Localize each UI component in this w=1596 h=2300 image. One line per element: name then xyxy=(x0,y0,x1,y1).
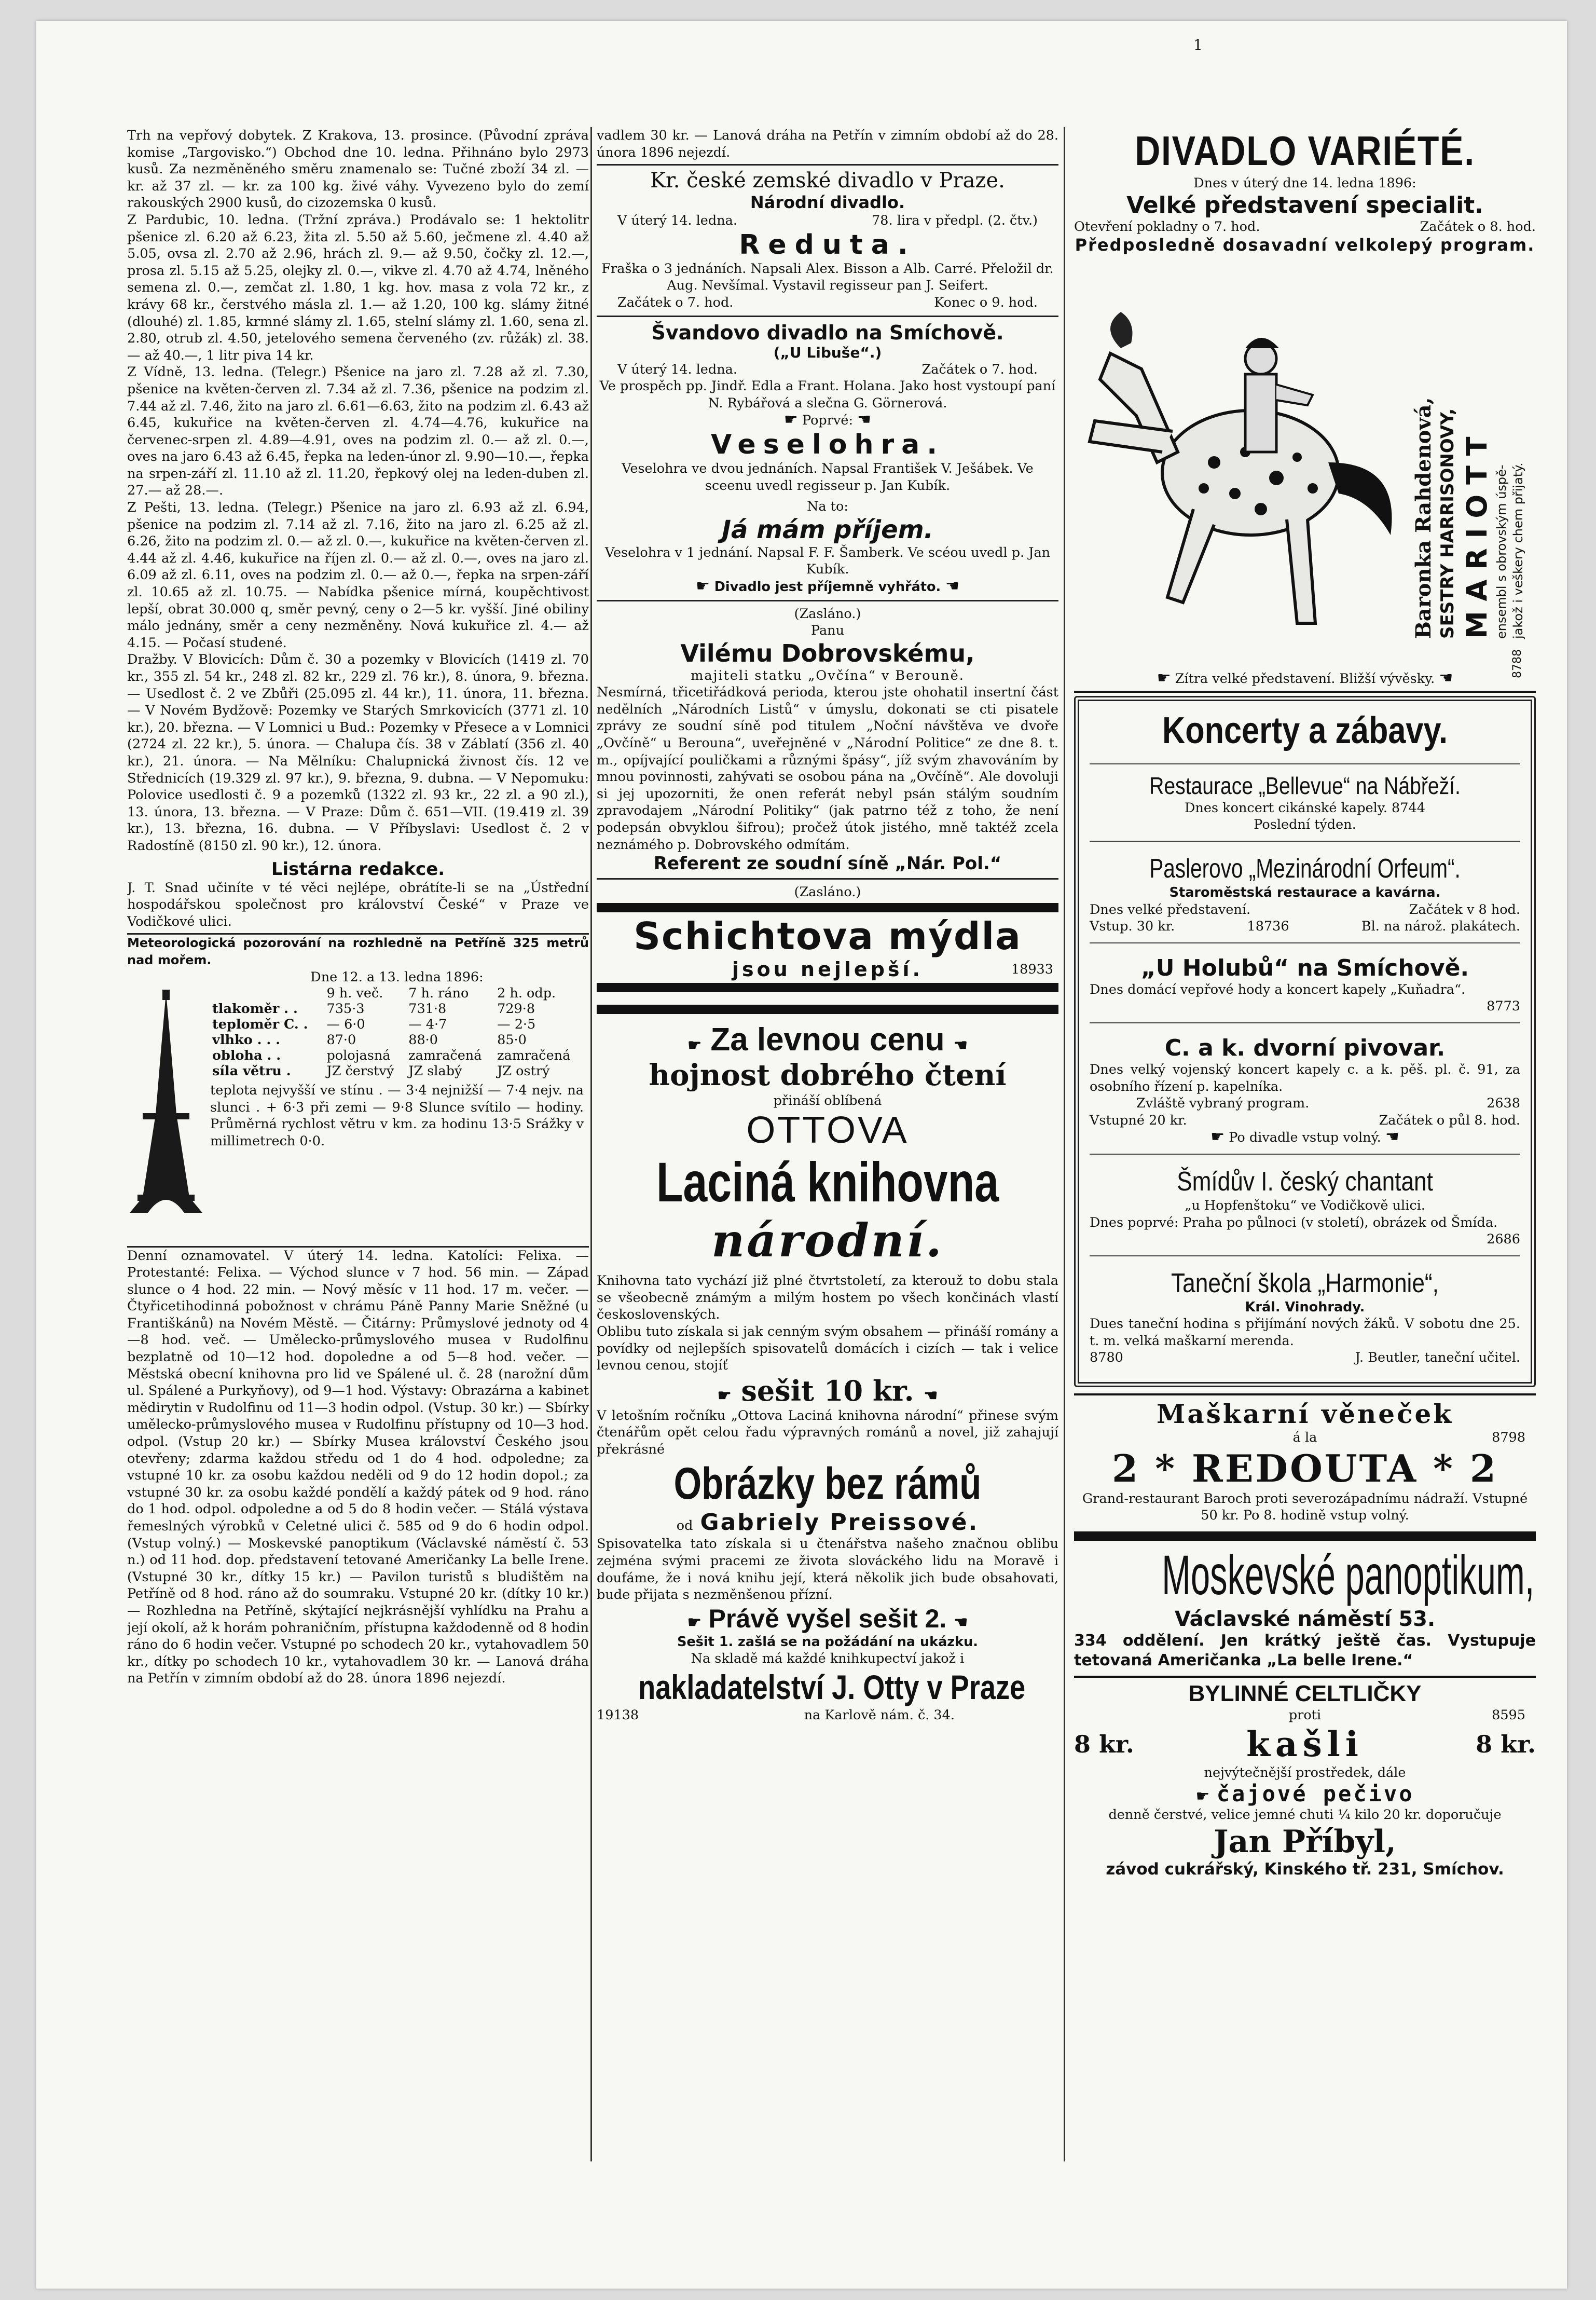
article-denni-oznamovatel: Denní oznamovatel. V úterý 14. ledna. Katolíci: Felixa. — Protestanté: Felixa. — Východ slunce v 7 hod. 56 min. — Západ slunce o 4 hod. 22 min. — Nový měsíc v 11 hod. 17 m. večer. — Čtyřicetihodinná pobožnost v chrámu Páně Panny Marie Sněžné (u Františkánů) na Novém Městě. — Čitárny: Průmyslové jednoty od 4—8 hod. več. — Umělecko-průmyslového musea v Rudolfinu bezplatně od 10—12 hod. dopoledne a od 5—8 hod. večer. — Městská obecní knihovna pro lid ve Spálené ul. č. 28 (narožní dům ul. Spálené a Purkyňovy), od 9—1 hod. Výstavy: Obrazárna a kabinet mědirytin v Rudolfinu od 11—3 hodin odpol. (Vstup. 30 kr.) — Sbírky umělecko-průmyslového musea v Rudolfinu přístupny od 10—3 hod. odpol. (Vstup 20 kr.) — Sbírky Musea království Českého jsou otevřeny; zdarma každou středu od 1 do 4 hod. odpoledne; za vstupné 10 kr. za osobu každou neděli od 9 do 12 hodin dopol.; za vstupné 30 kr. za osobu každé pondělí a každý pátek od 9 hod. ráno do 1 hod. odpol. odpoledne a od 5 do 8 hodin večer. — Stálá výstava řemeslných výrobků v Celetné ulici č. 585 od 9 do 6 hodin odpol. (Vstup volný.) — Moskevské panoptikum (Václavské náměstí č. 53 n.) od 11 hod. dop. představení tetované Američanky La belle Irene. (Vstupné 30 kr., dítky 15 kr.) — Pavilon turistů s bludištěm na Petříně od 8 hod. ráno až do soumraku. Vstupné 20 kr. (dítky 10 kr.) — Rozhledna na Petříně, skýtající nejkrásnější vyhlídku na Prahu a její okolí, až k horám pohraničním, přístupna každodenně od 8 hodin ráno do 6 hodin večer. Vstupné po schodech 20 kr., vytahovadlem 50 kr., dítky po schodech 10 kr., vytahovadlem 30 kr. — Lanová dráha na Petřín v zimním období až do 28. února 1896 nejezdí. xyxy=(127,1248,589,1687)
smid-line1: „u Hopfenštoku“ ve Vodičkově ulici. xyxy=(1185,1197,1425,1213)
rule-bar xyxy=(1074,691,1536,693)
bylinne-line1: nejvýtečnější prostředek, dále xyxy=(1204,1764,1406,1781)
national-theatre-date: V úterý 14. ledna. xyxy=(617,213,737,229)
article-pardubice: Z Pardubic, 10. ledna. (Tržní zpráva.) Prodávalo se: 1 hektolitr pšenice zl. 6.20 až 6.23, žita zl. 5.50 až 5.60, ječmene zl. 4.40 až 5.05, ovsa zl. 2.70 až 2.96, hrách zl. 9.— až 9.50, čočky zl. 12.—, prosa zl. 5.15 až 5.25, olejky zl. 0.—, vikve zl. 4.70 až 4.74, lněného semena zl. 0.—, zemčat zl. 1.80, 1 kg. hov. masa z vola 72 kr., z krávy 68 kr., čerstvého másla zl. 1.— až 1.20, 100 kg. slámy žitné (dlouhé) zl. 1.85, krmné slámy zl. 1.65, stelní slámy zl. 1.60, sena zl. 2.80, otrub zl. 4.50, jetelového semena červeného (zv. růžák) zl. 38.— až 40.—, 1 litr piva 14 kr. xyxy=(127,212,589,363)
otto-address: na Karlově nám. č. 34. xyxy=(804,1707,955,1723)
pointing-hand-icon: ☛ xyxy=(717,1386,732,1405)
otto-para2: Oblibu tuto získala si jak cenným svým obsahem — přináší romány a povídky od nejlepších spisovatelů domácích i cizích — tak i velice levnou cenou, stojíť xyxy=(597,1323,1058,1374)
otto-para4: Spisovatelka tato získala si u čtenářstva našeho značnou oblibu zejména svými pracemi ze života slováckého lidu na Moravě i doufáme, že i nová knihu její, která několik jich bude obsahovati, bude přijata s nezměnšenou přízní. xyxy=(597,1536,1058,1603)
maskarni-number: 8798 xyxy=(1492,1430,1525,1446)
pivovar-line5: Po divadle vstup volný. xyxy=(1229,1130,1381,1146)
otto-book-title: Obrázky bez rámů xyxy=(673,1458,982,1509)
orfeum-title: Paslerovo „Mezinárodní Orfeum“. xyxy=(1149,853,1461,884)
otto-para3: V letošním ročníku „Ottova Laciná knihovna národní“ přinese svým čtenářům opět celou řadu výpravných románů a novel, již zahajují překrásné xyxy=(597,1407,1058,1457)
maskarni-title: Maškarní věneček xyxy=(1157,1399,1453,1430)
svanda-theatre-title: Švandovo divadlo na Smíchově. xyxy=(651,321,1004,344)
pointing-hand-icon: ☚ xyxy=(924,1386,938,1405)
pointing-hand-icon: ☛ xyxy=(1157,669,1171,688)
variete-vertical-4: ensembl s obrovským úspě- xyxy=(1494,464,1509,639)
meteo-row: oblohа . . polojasná zamračená zamračená xyxy=(212,1048,571,1064)
meteo-table xyxy=(210,985,584,1079)
otto-od: od xyxy=(676,1518,693,1534)
otto-line6: národní. xyxy=(711,1213,944,1268)
bellevue-title: Restaurace „Bellevue“ na Nábřeží. xyxy=(1149,772,1461,799)
bylinne-address: závod cukrářský, Kinského tř. 231, Smíchov. xyxy=(1106,1859,1504,1879)
otto-publisher: nakladatelství J. Otty v Praze xyxy=(638,1668,1026,1706)
rule-bar xyxy=(597,983,1058,992)
zaslano-label: (Zasláno.) xyxy=(794,884,861,900)
svanda-play2: Já mám příjem. xyxy=(722,515,933,544)
meteo-row: teploměr C. . — 6·0 — 4·7 — 2·5 xyxy=(212,1017,536,1033)
bylinne-line2: denně čerstvé, velice jemné chuti ¼ kilo 20 kr. doporučuje xyxy=(1108,1807,1502,1823)
rule-bar xyxy=(1074,1676,1536,1678)
national-theatre-title: Kr. české zemské divadlo v Praze. xyxy=(650,169,1005,193)
svanda-then: Na to: xyxy=(807,499,848,515)
meteo-col-head: 9 h. več. xyxy=(326,985,383,1002)
bylinne-proti: proti xyxy=(1288,1707,1322,1723)
smid-line2: Dnes poprvé: Praha po půlnoci (v století), obrázek od Šmída. xyxy=(1090,1214,1498,1230)
svanda-guest: Ve prospěch pp. Jindř. Edla a Frant. Holana. Jako host vystoupí paní N. Rybářová a slečna G. Görnerová. xyxy=(599,378,1056,411)
smid-number: 2686 xyxy=(1487,1231,1520,1248)
column-theatre-ads xyxy=(597,127,1058,2182)
eiffel-tower-illustration xyxy=(127,990,205,1218)
svanda-note: Divadlo jest příjemně vyhřáto. xyxy=(714,579,941,595)
meteo-col-head: 2 h. odp. xyxy=(497,985,556,1002)
harmonie-number: 8780 xyxy=(1090,1350,1123,1366)
bylinne-caj: čajové pečivo xyxy=(1216,1781,1414,1807)
meteo-row: síla větru . JZ čerstvý JZ slabý JZ ostrý xyxy=(212,1063,550,1079)
otto-line5: Laciná knihovna xyxy=(656,1151,999,1214)
meteo-block xyxy=(127,969,589,1244)
letter-addressee: Vilému Dobrovskému, xyxy=(680,639,975,667)
pointing-hand-icon: ☛ xyxy=(1195,1787,1210,1806)
column-market-reports xyxy=(127,127,589,2161)
harmonie-line1: Dues taneční hodina s přijímání nových žáků. V sobotu dne 25. t. m. velká maškarní merenda. xyxy=(1090,1316,1520,1349)
maskarni-line1: Grand-restaurant Baroch proti severozápadnímu nádraží. Vstupné 50 kr. Po 8. hodině vstup volný. xyxy=(1082,1490,1528,1524)
maskarni-a-la: á la xyxy=(1292,1430,1317,1446)
svanda-desc2: Veselohra v 1 jednání. Napsal F. F. Šamberk. Ve scéou uvedl p. Jan Kubík. xyxy=(604,544,1051,578)
pivovar-line1: Dnes velký vojenský koncert kapely c. a k. pěš. pl. č. 91, za osobního řízení p. kapelníka. xyxy=(1090,1061,1520,1094)
rule-bar xyxy=(1074,1393,1536,1395)
bylinne-price-left: 8 kr. xyxy=(1074,1730,1134,1758)
pointing-hand-icon: ☚ xyxy=(1385,1128,1399,1146)
pivovar-number: 2638 xyxy=(1487,1096,1520,1112)
otto-line4: OTTOVA xyxy=(746,1110,909,1152)
bylinne-title: BYLINNÉ CELTLIČKY xyxy=(1188,1681,1422,1707)
variete-vertical-3: M A R I O T T xyxy=(1461,436,1493,639)
schicht-soap-number: 18933 xyxy=(1011,961,1053,977)
concerts-title: Koncerty a zábavy. xyxy=(1162,709,1448,751)
otto-author: Gabriely Preissové. xyxy=(700,1509,979,1536)
bellevue-line2: Poslední týden. xyxy=(1254,817,1356,833)
pivovar-line4: Začátek o půl 8. hod. xyxy=(1379,1112,1520,1128)
national-theatre-start: Začátek o 7. hod. xyxy=(617,294,734,310)
variete-open: Otevření pokladny o 7. hod. xyxy=(1074,218,1260,235)
column-entertainment-ads xyxy=(1074,127,1536,2182)
pointing-hand-icon: ☛ xyxy=(687,1613,701,1631)
otto-number: 19138 xyxy=(597,1707,639,1723)
national-theatre-desc: Fraška o 3 jednáních. Napsali Alex. Bisson a Alb. Carré. Přeložil dr. Aug. Nevšímal. Vystavil regisseur pan J. Seifert. xyxy=(601,261,1054,294)
holubu-number: 8773 xyxy=(1487,998,1520,1015)
letter-addressee-sub: majiteli statku „Ovčína“ v Berouně. xyxy=(691,667,965,683)
orfeum-line5: Bl. na nárož. plakátech. xyxy=(1361,919,1520,935)
variete-big: Velké představení specialit. xyxy=(1126,191,1483,218)
national-theatre-sub: Národní divadlo. xyxy=(750,193,905,213)
bellevue-number: 8744 xyxy=(1392,800,1425,816)
schicht-soap-title: Schichtova mýdla xyxy=(634,914,1022,958)
schicht-soap-sub: jsou nejlepší. xyxy=(732,957,923,981)
otto-new-issue: Právě vyšel sešit 2. xyxy=(708,1604,947,1633)
svanda-first: Poprvé: xyxy=(802,413,854,429)
meteo-heading: Meteorologická pozorování na rozhledně na Petříně 325 metrů nad mořem. xyxy=(127,936,589,967)
bylinne-price-right: 8 kr. xyxy=(1476,1730,1536,1758)
svanda-date: V úterý 14. ledna. xyxy=(617,361,737,377)
otto-para1: Knihovna tato vychází již plné čtvrtstoletí, za kterouž to dobu stala se všeobecně známým a milým hostem po všech končinách vlastí československých. xyxy=(597,1273,1058,1323)
pointing-hand-icon: ☚ xyxy=(945,577,960,595)
letter-signature: Referent ze soudní síně „Nár. Pol.“ xyxy=(653,853,1002,874)
variete-vertical-1: Baronka Rahdenová, xyxy=(1411,397,1436,639)
bylinne-number: 8595 xyxy=(1492,1707,1525,1723)
horse-rider-illustration xyxy=(1079,265,1411,660)
pointing-hand-icon: ☚ xyxy=(953,1036,968,1054)
panoptikum-line1: 334 oddělení. Jen krátký ještě čas. Vystupuje tetovaná Američanka „La belle Irene.“ xyxy=(1074,1632,1536,1670)
listarna-heading: Listárna redakce. xyxy=(271,858,445,880)
pointing-hand-icon: ☛ xyxy=(783,410,798,429)
meteo-col-head: 7 h. ráno xyxy=(408,985,469,1002)
otto-para6: Na skladě má každé knihkupectví jakož i xyxy=(691,1651,965,1667)
bylinne-name: Jan Příbyl, xyxy=(1214,1823,1396,1860)
variete-title: DIVADLO VARIÉTÉ. xyxy=(1135,128,1475,174)
holubu-line1: Dnes domácí vepřové hody a koncert kapely „Kuňadra“. xyxy=(1090,981,1466,997)
meteo-row: tlakoměr . . 735·3 731·8 729·8 xyxy=(212,1001,535,1017)
article-listarna: J. T. Snad učiníte v té věci nejlépe, obrátíte-li se na „Ústřední hospodářskou společnost pro království České“ v Praze ve Vodičkové ulici. xyxy=(127,880,589,929)
svanda-start: Začátek o 7. hod. xyxy=(921,361,1038,377)
pointing-hand-icon: ☚ xyxy=(1439,669,1453,688)
variete-vertical-6: 8788 xyxy=(1511,649,1524,679)
svanda-desc: Veselohra ve dvou jednáních. Napsal František V. Ješábek. Ve sceenu uvedl regisseur p. Jan Kubík. xyxy=(622,460,1034,494)
letter-body: Nesmírná, třicetiřádková perioda, kterou jste ohohatil insertní část nedělních „Národních Listů“ v úmyslu, dokonati se cti pisatele zprávy ze soudní síně pod titulem „Noční návštěva ve dvoře „Ovčíně“ u Berouna“, uveřejněné v „Národní Politice“ ze dne 8. t. m., opíjvající pouličkami a různými špásy“, jíž svým zhavováním by mnou povinnosti, zahývati se osobou pána na „Ovčíně“. Ale dovoluji si jej upozorniti, že onen referát nebyl psán stálým soudním zpravodajem „Národní Politiky“ (jak patrno též z toho, že není podepsán obvyklou šifrou); pročež útok jistého, mně taktéž zcela neznámého p. Dobrovského odmítám. xyxy=(597,684,1058,853)
meteo-dates: Dne 12. a 13. ledna 1896: xyxy=(310,969,484,985)
variete-vertical-5: jakož i veškery chem přijatý. xyxy=(1511,462,1525,639)
rule-bar xyxy=(597,1005,1058,1014)
variete-next: Zítra velké představení. Bližší vývěsky. xyxy=(1175,671,1435,687)
orfeum-line1: Dnes velké představení. xyxy=(1090,901,1251,918)
panoptikum-sub: Václavské náměstí 53. xyxy=(1174,1607,1436,1632)
variete-program: Předposledně dosavadní velkolepý program. xyxy=(1075,235,1535,255)
rule-bar xyxy=(597,903,1058,912)
pivovar-line3: Vstupné 20 kr. xyxy=(1090,1112,1187,1128)
pivovar-line2: Zvláště vybraný program. xyxy=(1136,1096,1310,1112)
orfeum-line3: Vstup. 30 kr. xyxy=(1090,919,1175,935)
bylinne-kasli: kašli xyxy=(1246,1723,1364,1764)
harmonie-line2: J. Beutler, taneční učitel. xyxy=(1355,1350,1520,1366)
svanda-play: Veselohra. xyxy=(711,429,944,460)
bellevue-line1: Dnes koncert cikánské kapely. xyxy=(1185,800,1387,816)
orfeum-line2: Začátek v 8 hod. xyxy=(1409,901,1520,918)
harmonie-title: Taneční škola „Harmonie“, xyxy=(1171,1268,1439,1298)
orfeum-line4: 18736 xyxy=(1247,919,1289,935)
otto-line2: hojnost dobrého čtení xyxy=(649,1058,1007,1092)
concerts-box xyxy=(1074,696,1536,1387)
pointing-hand-icon: ☛ xyxy=(687,1036,702,1054)
otto-price: sešit 10 kr. xyxy=(741,1374,914,1407)
national-theatre-subscription: 78. lira v předpl. (2. čtv.) xyxy=(872,213,1038,229)
pointing-hand-icon: ☚ xyxy=(954,1613,968,1631)
zaslano-label: (Zasláno.) xyxy=(794,606,861,622)
holubu-title: „U Holubů“ na Smíchově. xyxy=(1140,954,1469,981)
article-drazby: Dražby. V Blovicích: Dům č. 30 a pozemky v Blovicích (1419 zl. 70 kr., 355 zl. 54 kr., 248 zl. 82 kr., 229 zl. 76 kr.), 8. února, 9. března. — Usedlost č. 2 ve Zbůři (25.095 zl. 44 kr.), 11. února, 11. března. — V Novém Bydžově: Pozemky ve Starých Smrkovicích (3771 zl. 10 kr.), 20. března. — V Lomnici u Bud.: Pozemky v Přesece a v Lomnici (2724 zl. 22 kr.), 5. února. — Chalupa čís. 38 v Záblatí (356 zl. 40 kr.), 21. února. — Na Mělníku: Chalupnická živnost čís. 12 ve Střednicích (19.329 zl. 97 kr.), 9. března, 9. dubna. — V Nepomuku: Polovice usedlosti č. 9 a pozemků (1322 zl. 93 kr., 22 zl. a 90 zl.), 13. února, 13. března. — V Praze: Dům č. 651—VII. (19.419 zl. 39 kr.), 13. března, 16. dubna. — V Příbyslavi: Usedlost č. 2 v Radostíně (8150 zl. 90 kr.), 12. února. xyxy=(127,652,589,854)
rule-bar xyxy=(1074,1531,1536,1541)
harmonie-sub: Král. Vinohrady. xyxy=(1245,1299,1365,1315)
variete-date: Dnes v úterý dne 14. ledna 1896: xyxy=(1193,175,1416,191)
otto-para5: Sešit 1. zašlá se na požádání na ukázku. xyxy=(677,1634,978,1650)
pointing-hand-icon: ☚ xyxy=(857,410,872,429)
continued-text: vadlem 30 kr. — Lanová dráha na Petřín v zimním období až do 28. února 1896 nejezdí. xyxy=(597,128,1058,160)
otto-line3: přináší oblíbená xyxy=(773,1092,882,1108)
column-rule xyxy=(590,127,592,2161)
meteo-row: vlhko . . . 87·0 88·0 85·0 xyxy=(212,1032,527,1048)
article-viden: Z Vídně, 13. ledna. (Telegr.) Pšenice na jaro zl. 7.28 až zl. 7.30, pšenice na květen-červen zl. 7.34 až zl. 7.36, pšenice na podzim zl. 7.44 až zl. 7.46, žito na jaro zl. 6.61—6.63, žito na podzim zl. 6.43 až 6.45, kukuřice na květen-červen zl. 4.74—4.76, kukuřice na červenec-srpen zl. 4.89—4.91, oves na podzim zl. 0.— až zl. 0.—, oves na jaro 6.43 až 6.45, řepka na leden-únor zl. 9.90—10.—, řepka na srpen-září zl. 11.10 až zl. 11.20, řepkový olej na leden-duben zl. 27.— až 28.—. xyxy=(127,364,589,499)
pointing-hand-icon: ☛ xyxy=(1210,1128,1225,1146)
maskarni-redouta: 2 * REDOUTA * 2 xyxy=(1112,1446,1498,1490)
variete-start: Začátek o 8. hod. xyxy=(1420,218,1536,235)
letter-salutation: Panu xyxy=(810,623,845,639)
article-pest: Z Pešti, 13. ledna. (Telegr.) Pšenice na jaro zl. 6.93 až zl. 6.94, pšenice na podzim zl. 7.14 až zl. 7.16, žito na jaro zl. 6.25 až zl. 6.26, žito na podzim zl. 0.— až zl. 0.—, kukuřice na květen-červen zl. 4.44 až zl. 4.46, kukuřice na říjen zl. 0.— až zl. 0.—, oves na jaro zl. 6.09 až zl. 6.11, oves na podzim zl. 0.— až 0.—, řepka na srpen-září zl. 10.65 až zl. 10.75. — Nabídka pšenice mírná, koupěchtivost lepší, obrat 30.000 q, směr pevný, ceny o 2—5 kr. vyšší. Jiné obiliny málo jednány, směr a ceny nezměněny. Nová kukuřice zl. 4.— až 4.15. — Počasí studené. xyxy=(127,500,589,651)
panoptikum-title: Moskevské panoptikum, xyxy=(1162,1543,1535,1606)
pointing-hand-icon: ☛ xyxy=(695,577,710,595)
pivovar-title: C. a k. dvorní pivovar. xyxy=(1164,1034,1446,1061)
meteo-tail: teplota nejvyšší ve stínu . — 3·4 nejnižší — 7·4 nejv. na slunci . + 6·3 při zemi — 9·8 Slunce svítilo — hodiny. Průměrná rychlost větru v km. za hodinu 13·5 Srážky v millimetrech 0·0. xyxy=(210,1083,584,1149)
page-number: 1 xyxy=(1193,36,1203,53)
national-theatre-end: Konec o 9. hod. xyxy=(934,294,1038,310)
orfeum-sub: Staroměstská restaurace a kavárna. xyxy=(1169,884,1441,900)
svanda-theatre-sub: („U Libuše“.) xyxy=(773,344,882,361)
article-trh: Trh na vepřový dobytek. Z Krakova, 13. prosince. (Původní zpráva komise „Targovisko.“) Obchod dne 10. ledna. Přihnáno bylo 2973 kusů. Za nezměněného směru znamenalo se: Tučné zboží 34 zl. — kr. až 37 zl. — kr. za 100 kg. živé váhy. Vyvezeno bylo do zemí rakouských 2900 kusů, do cizozemska 0 kusů. xyxy=(127,128,589,211)
column-rule xyxy=(1064,127,1065,2161)
otto-line1: Za levnou cenu xyxy=(710,1021,945,1058)
national-theatre-play: Reduta. xyxy=(739,229,916,261)
variete-vertical-2: SESTRY HARRISONOVY, xyxy=(1437,408,1458,639)
smid-title: Šmídův I. český chantant xyxy=(1177,1166,1433,1197)
